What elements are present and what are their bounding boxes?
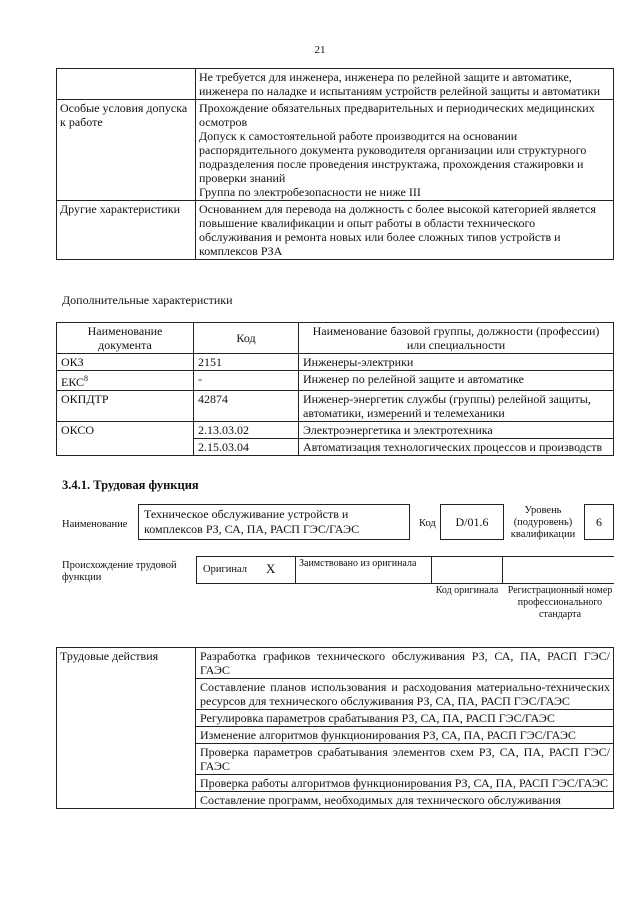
qualification-table xyxy=(56,68,614,260)
text-line: Группа по электробезопасности не ниже III xyxy=(199,185,421,199)
original-mark: X xyxy=(266,561,276,576)
row-label: Особые условия допуска к работе xyxy=(57,100,196,201)
labor-actions-table xyxy=(56,647,614,809)
reg-number-label: Регистрационный номер профессионального стандарта xyxy=(507,585,613,620)
code-cell: - xyxy=(194,371,299,391)
table-row xyxy=(57,648,614,679)
name-cell: Электроэнергетика и электротехника xyxy=(299,422,614,439)
table-header-row xyxy=(57,323,614,354)
divider xyxy=(295,556,296,584)
action-item: Разработка графиков технического обслуживания РЗ, СА, ПА, РАСП ГЭС/ГАЭС xyxy=(196,648,614,679)
text-line: Прохождение обязательных предварительных и периодических медицинских осмотров xyxy=(199,101,595,129)
table-row xyxy=(57,69,614,100)
table-row xyxy=(57,100,614,201)
action-item: Регулировка параметров срабатывания РЗ, СА, ПА, РАСП ГЭС/ГАЭС xyxy=(196,710,614,727)
action-item: Составление программ, необходимых для технического обслуживания xyxy=(196,792,614,809)
level-value-box: 6 xyxy=(584,504,614,540)
code-label: Код xyxy=(419,518,436,529)
function-code-box: D/01.6 xyxy=(440,504,504,540)
action-item: Проверка параметров срабатывания элементов схем РЗ, СА, ПА, РАСП ГЭС/ГАЭС xyxy=(196,744,614,775)
column-header: Наименование базовой группы, должности (профессии) или специальности xyxy=(299,323,614,354)
table-row xyxy=(57,422,614,439)
additional-table xyxy=(56,322,614,456)
function-name-box: Техническое обслуживание устройств и комплексов РЗ, СА, ПА, РАСП ГЭС/ГАЭС xyxy=(138,504,410,540)
original-label: Оригинал xyxy=(203,564,247,575)
doc-cell: ОКСО xyxy=(57,422,194,456)
page-number: 21 xyxy=(314,44,326,56)
row-text: Не требуется для инженера, инженера по релейной защите и автоматике, инженера по наладке и испытаниям устройств релейной защиты и автоматики xyxy=(196,69,614,100)
name-cell: Автоматизация технологических процессов и производств xyxy=(299,439,614,456)
divider xyxy=(502,556,503,584)
code-original-label: Код оригинала xyxy=(435,585,499,596)
action-item: Проверка работы алгоритмов функционирования РЗ, СА, ПА, РАСП ГЭС/ГАЭС xyxy=(196,775,614,792)
row-text: Основанием для перевода на должность с более высокой категорией является повышение квалификации и опыт работы в области технического обслуживания и ремонта новых или более сложных типов устройств и комплексов РЗА xyxy=(196,201,614,260)
origin-label: Происхождение трудовой функции xyxy=(62,560,177,583)
footnote-ref: 8 xyxy=(84,374,89,383)
doc-cell xyxy=(57,371,194,391)
row-text xyxy=(196,100,614,201)
column-header: Наименование документа xyxy=(57,323,194,354)
doc-text: ЕКС xyxy=(61,375,85,389)
code-cell: 42874 xyxy=(194,391,299,422)
action-item: Составление планов использования и расходования материально-технических ресурсов для технического обслуживания РЗ, СА, ПА, РАСП ГЭС/ГАЭС xyxy=(196,679,614,710)
table-row xyxy=(57,371,614,391)
code-cell: 2.15.03.04 xyxy=(194,439,299,456)
action-item: Изменение алгоритмов функционирования РЗ, СА, ПА, РАСП ГЭС/ГАЭС xyxy=(196,727,614,744)
name-label: Наименование xyxy=(62,519,128,530)
section-title: 3.4.1. Трудовая функция xyxy=(62,478,199,492)
additional-title: Дополнительные характеристики xyxy=(62,293,233,307)
doc-cell: ОКПДТР xyxy=(57,391,194,422)
doc-cell: ОКЗ xyxy=(57,354,194,371)
text-line: Допуск к самостоятельной работе производится на основании распорядительного документа руководителя организации или структурного подразделения после проведения инструктажа, прохождения стажировки и проверки знаний xyxy=(199,129,587,185)
actions-label: Трудовые действия xyxy=(57,648,196,809)
name-cell: Инженеры-электрики xyxy=(299,354,614,371)
level-label: Уровень (подуровень) квалификации xyxy=(510,505,576,540)
column-header: Код xyxy=(194,323,299,354)
code-cell: 2151 xyxy=(194,354,299,371)
row-label: Другие характеристики xyxy=(57,201,196,260)
row-label xyxy=(57,69,196,100)
table-row xyxy=(57,391,614,422)
code-cell: 2.13.03.02 xyxy=(194,422,299,439)
name-cell: Инженер-энергетик службы (группы) релейной защиты, автоматики, измерений и телемеханики xyxy=(299,391,614,422)
borrowed-label: Заимствовано из оригинала xyxy=(299,558,417,569)
divider xyxy=(431,556,432,584)
name-cell: Инженер по релейной защите и автоматике xyxy=(299,371,614,391)
table-row xyxy=(57,354,614,371)
table-row xyxy=(57,201,614,260)
